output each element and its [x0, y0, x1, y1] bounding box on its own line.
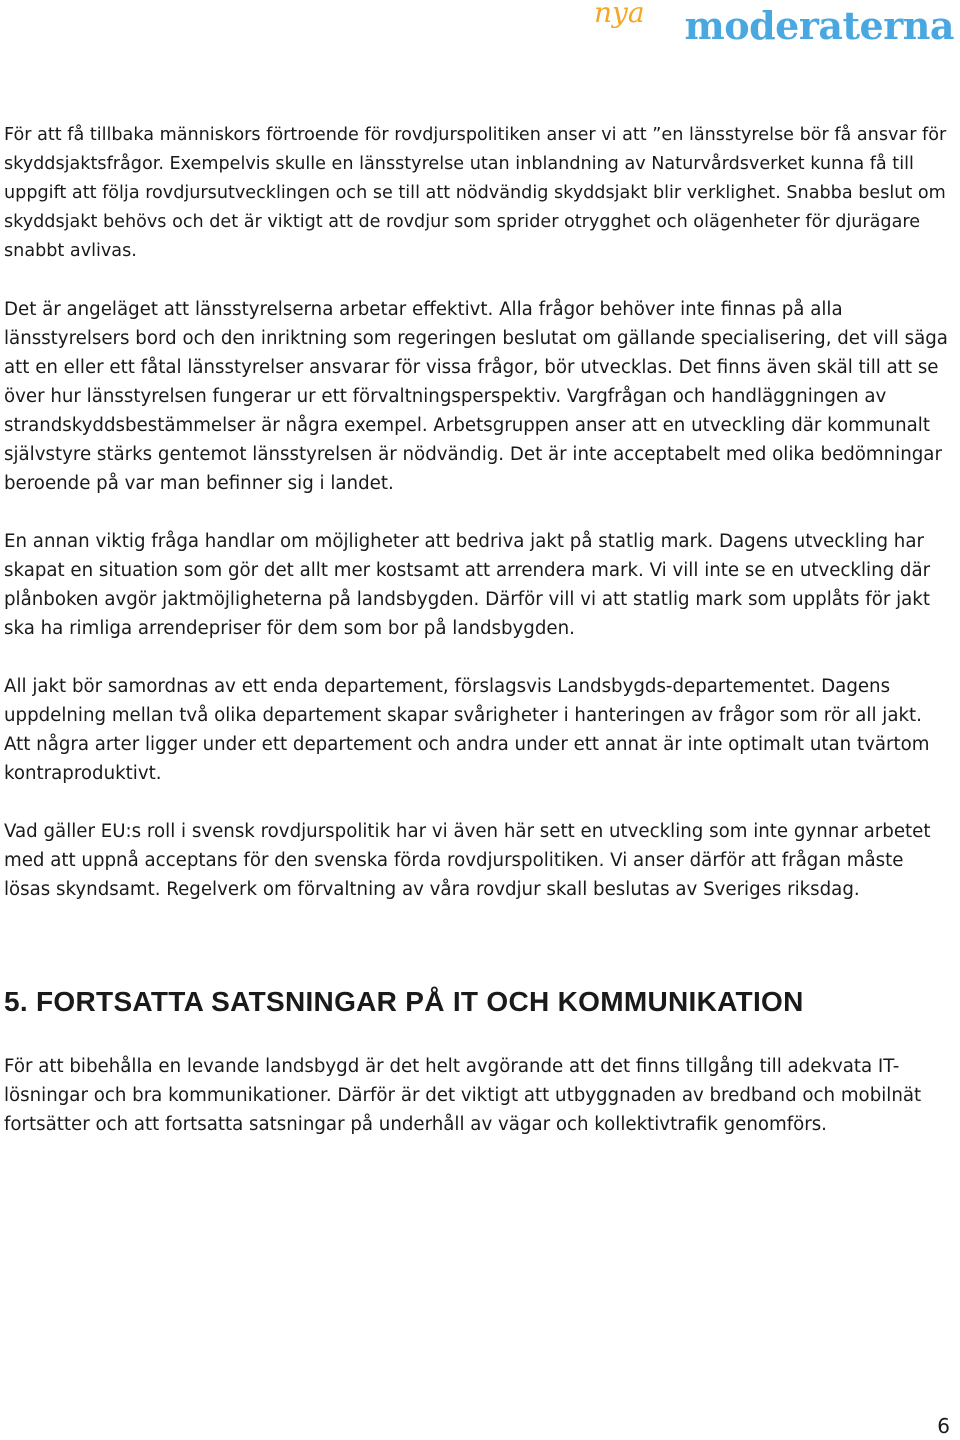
- paragraph-it-kommunikation: För att bibehålla en levande landsbygd är det helt avgörande att det finns tillgång till adekvata IT-lösningar och bra kommunikationer. Därför är det viktigt att utbyggnaden av bredband och mobilnät fortsätter och att fortsatta satsningar på underhåll av vägar och kollektivtrafik genomförs.: [4, 1056, 922, 1135]
- paragraph-skyddsjakt: För att få tillbaka människors förtroende för rovdjurspolitiken anser vi att ”en länsstyrelse bör få ansvar för skyddsjaktsfrågor. Exempelvis skulle en länsstyrelse utan inblandning av Naturvårdsverket kunna få till uppgift att följa rovdjursutvecklingen och se till att nödvändig skyddsjakt blir verklighet. Snabba beslut om skyddsjakt behövs och det är viktigt att de rovdjur som sprider otrygghet och olägenheter för djurägare snabbt avlivas.: [4, 125, 947, 261]
- page-number: 6: [937, 1414, 950, 1438]
- moderaterna-logo: [594, 0, 954, 52]
- paragraph-lansstyrelser: Det är angeläget att länsstyrelserna arbetar effektivt. Alla frågor behöver inte finnas på alla länsstyrelsers bord och den inriktning som regeringen beslutat om gällande specialisering, det vill säga att en eller ett fåtal länsstyrelser ansvarar för vissa frågor, bör utvecklas. Det finns även skäl till att se över hur länsstyrelsen fungerar ur ett förvaltningsperspektiv. Vargfrågan och handläggningen av strandskyddsbestämmelser är några exempel. Arbetsgruppen anser att en utveckling där kommunalt självstyre stärks gentemot länsstyrelsen är nödvändig. Det är inte acceptabelt med olika bedömningar beroende på var man befinner sig i landet.: [4, 299, 948, 494]
- document-body: [4, 121, 954, 1139]
- logo-prefix: nya: [594, 0, 645, 29]
- logo-name: moderaterna: [684, 3, 954, 48]
- paragraph-eu-roll: Vad gäller EU:s roll i svensk rovdjurspolitik har vi även här sett en utveckling som inte gynnar arbetet med att uppnå acceptans för den svenska förda rovdjurspolitiken. Vi anser därför att frågan måste lösas skyndsamt. Regelverk om förvaltning av våra rovdjur skall beslutas av Sveriges riksdag.: [4, 821, 931, 900]
- paragraph-departement: All jakt bör samordnas av ett enda departement, förslagsvis Landsbygds-departementet. Dagens uppdelning mellan två olika departement skapar svårigheter i hanteringen av frågor som rör all jakt. Att några arter ligger under ett departement och andra under ett annat är inte optimalt utan tvärtom kontraproduktivt.: [4, 676, 930, 784]
- paragraph-statlig-mark: En annan viktig fråga handlar om möjligheter att bedriva jakt på statlig mark. Dagens utveckling har skapat en situation som gör det allt mer kostsamt att arrendera mark. Vi vill inte se en utveckling där plånboken avgör jaktmöjligheterna på landsbygden. Därför vill vi att statlig mark som upplåts för jakt ska ha rimliga arrendepriser för dem som bor på landsbygden.: [4, 531, 931, 639]
- section-heading: 5. FORTSATTA SATSNINGAR PÅ IT OCH KOMMUNIKATION: [4, 986, 804, 1017]
